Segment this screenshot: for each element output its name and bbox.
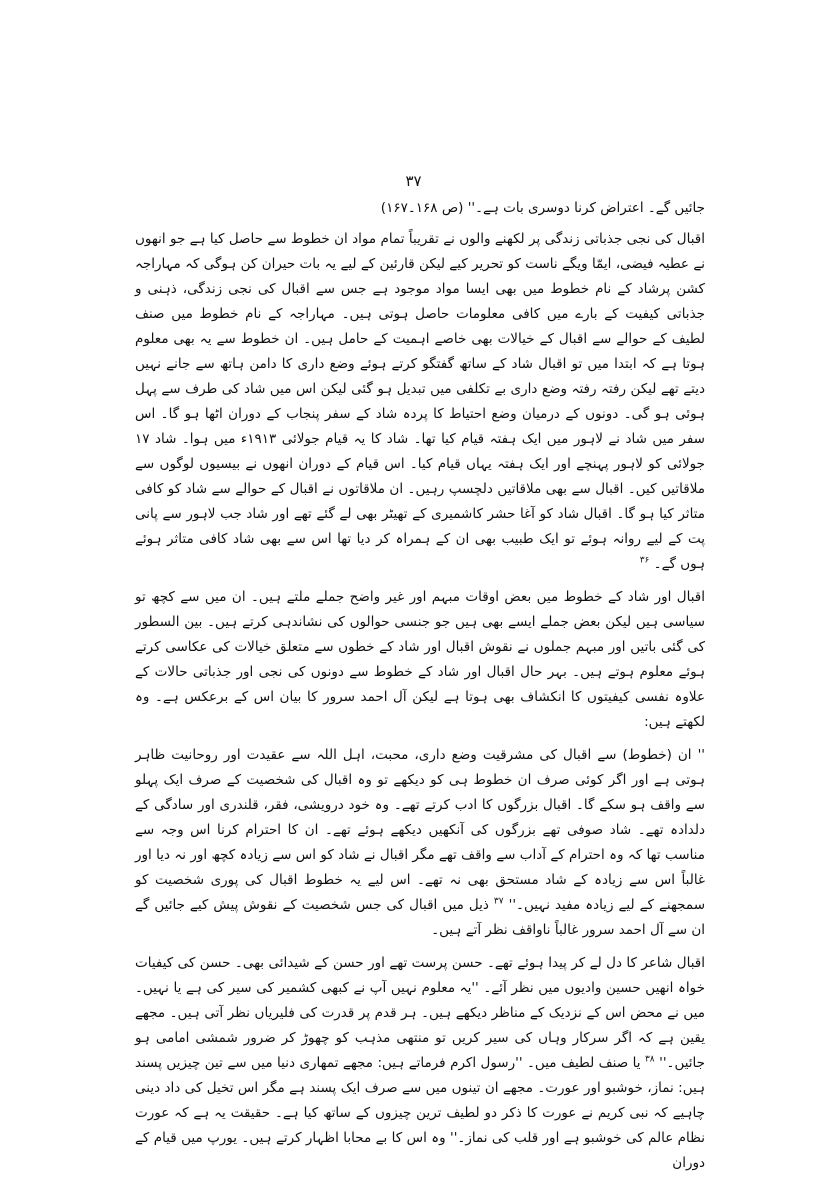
page-number: ۳۷: [405, 172, 422, 190]
footnote-marker: ۳۸: [644, 1054, 655, 1065]
paragraph-text-continued: یا صنف لطیف میں۔ ''رسول اکرم فرماتے ہیں: مجھے تمھاری دنیا میں سے تین چیزیں پسند ہیں: نماز، خوشبو اور عورت۔ مجھے ان تینوں میں سے صرف ایک پسند ہے مگر اس تخیل کی داد دینی چاہیے کہ نبی کریم نے عورت کا ذکر دو لطیف ترین چیزوں کے ساتھ کیا ہے۔ حقیقت یہ ہے کہ عورت نظام عالم کی خوشبو ہے اور قلب کی نماز۔'' وہ اس کا بے محابا اظہار کرتے ہیں۔ یورپ میں قیام کے دوران: [135, 1055, 705, 1171]
paragraph-text: '' ان (خطوط) سے اقبال کی مشرقیت وضع داری، محبت، اہل اللہ سے عقیدت اور روحانیت ظاہر ہوتی ہے اور اگر کوئی صرف ان خطوط ہی کو دیکھے تو وہ اقبال کی شخصیت کے صرف ایک پہلو سے واقف ہو سکے گا۔ اقبال بزرگوں کا ادب کرتے تھے۔ وہ خود درویشی، فقر، قلندری اور سادگی کے دلدادہ تھے۔ شاد صوفی تھے بزرگوں کی آنکھیں دیکھے ہوئے تھے۔ ان کا احترام کرنا اس وجہ سے مناسب تھا کہ وہ احترام کے آداب سے واقف تھے مگر اقبال نے شاد کو اس سے زیادہ کچھ اور نہ دیا اور غالباً اس سے زیادہ کے شاد مستحق بھی نہ تھے۔ اس لیے یہ خطوط اقبال کی پوری شخصیت کو سمجھنے کے لیے زیادہ مفید نہیں۔'': [135, 747, 706, 913]
paragraph-ambiguous-sentences: [135, 585, 705, 735]
footnote-marker: ۳۷: [493, 896, 504, 907]
body-text: [135, 196, 705, 1184]
paragraph-text: جائیں گے۔ اعتراض کرنا دوسری بات ہے۔'' (ص ۱۶۸۔۱۶۷): [380, 200, 705, 216]
paragraph-iqbal-letters: [135, 227, 705, 577]
paragraph-poet-heart: [135, 951, 705, 1176]
paragraph-text-continued: ذیل میں اقبال کی جس شخصیت کے نقوش پیش کیے جائیں گے ان سے آل احمد سرور غالباً ناواقف نظر آتے ہیں۔: [135, 897, 705, 938]
paragraph-quote-end: [135, 196, 705, 221]
footnote-marker: ۳۶: [639, 555, 650, 566]
paragraph-text: اقبال اور شاد کے خطوط میں بعض اوقات مبہم اور غیر واضح جملے ملتے ہیں۔ ان میں سے کچھ تو سیاسی ہیں لیکن بعض جملے ایسے بھی ہیں جو جنسی حوالوں کی نشاندہی کرتے ہیں۔ بین السطور کی گئی باتیں اور مبہم جملوں نے نقوش اقبال اور شاد کے خطوں سے متعلق خیالات کی عکاسی کرتے ہوئے معلوم ہوتے ہیں۔ بہر حال اقبال اور شاد کے خطوط سے دونوں کی نجی اور جذباتی حالات کے علاوہ نفسی کیفیتوں کا انکشاف بھی ہوتا ہے لیکن آل احمد سرور کا بیان اس کے برعکس ہے۔ وہ لکھتے ہیں:: [135, 589, 705, 730]
paragraph-text: اقبال شاعر کا دل لے کر پیدا ہوئے تھے۔ حسن پرست تھے اور حسن کے شیدائی بھی۔ حسن کی کیفیات خواہ انھیں حسین وادیوں میں نظر آئے۔ ''یہ معلوم نہیں آپ نے کبھی کشمیر کی سیر کی ہے یا نہیں۔ میں نے محض اس کے نزدیک کے مناظر دیکھے ہیں۔ ہر قدم پر قدرت کی فلیریاں نظر آتی ہیں۔ مجھے یقین ہے کہ اگر سرکار وہاں کی سیر کریں تو منتھی مذہب کو چھوڑ کر ضرور شمشی امامی ہو جائیں۔'': [135, 955, 706, 1071]
paragraph-text: اقبال کی نجی جذباتی زندگی پر لکھنے والوں نے تقریباً تمام مواد ان خطوط سے حاصل کیا ہے جو انھوں نے عطیہ فیضی، ایمّا ویگے ناست کو تحریر کیے لیکن قارئین کے لیے یہ بات حیران کن ہوگی کہ مہاراجہ کشن پرشاد کے نام خطوط میں بھی ایسا مواد موجود ہے جس سے اقبال کی نجی زندگی، ذہنی و جذباتی کیفیت کے بارے میں کافی معلومات حاصل ہوتی ہیں۔ مہاراجہ کے نام خطوط میں صنف لطیف کے حوالے سے اقبال کے خیالات بھی خاصے اہمیت کے حامل ہیں۔ ان خطوط سے یہ بھی معلوم ہوتا ہے کہ ابتدا میں تو اقبال شاد کے ساتھ گفتگو کرتے ہوئے وضع داری کا دامن ہاتھ سے جانے نہیں دیتے تھے لیکن رفتہ رفتہ وضع داری بے تکلفی میں تبدیل ہو گئی لیکن اس میں شاد کی طرف سے پہل ہوئی ہو گی۔ دونوں کے درمیان وضع احتیاط کا پردہ شاد کے سفر پنجاب کے دوران اٹھا ہو گا۔ اس سفر میں شاد نے لاہور میں ایک ہفتہ قیام کیا تھا۔ شاد کا یہ قیام جولائی ۱۹۱۳ء میں ہوا۔ شاد ۱۷ جولائی کو لاہور پہنچے اور ایک ہفتہ یہاں قیام کیا۔ اس قیام کے دوران انھوں نے بیسیوں لوگوں سے ملاقاتیں کیں۔ اقبال سے بھی ملاقاتیں دلچسپ رہیں۔ ان ملاقاتوں نے اقبال کے حوالے سے شاد کو کافی متاثر کیا ہو گا۔ اقبال شاد کو آغا حشر کاشمیری کے تھیٹر بھی لے گئے تھے اور شاد جب لاہور سے پانی پت کے لیے روانہ ہوئے تو ایک طبیب بھی ان کے ہمراہ کر دیا تھا اس سے بھی شاد کافی متاثر ہوئے ہوں گے۔: [135, 231, 705, 572]
paragraph-block-quote: [135, 743, 705, 943]
